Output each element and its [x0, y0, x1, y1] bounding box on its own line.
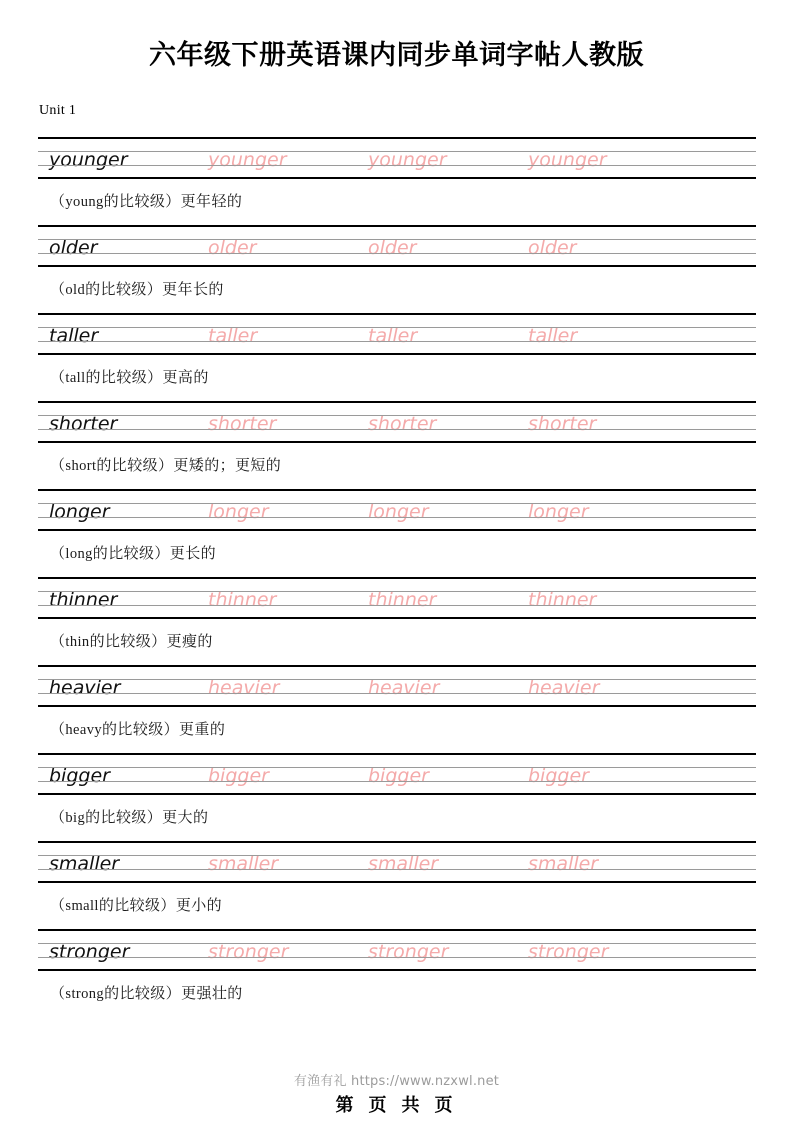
- word-model: younger: [49, 149, 128, 171]
- definition-chinese: 的比较级）更长的: [92, 546, 216, 562]
- word-entry: [38, 929, 756, 1017]
- handwriting-ruled-line: [38, 577, 756, 619]
- word-row: [38, 491, 756, 533]
- handwriting-ruled-line: [38, 665, 756, 707]
- page-title: 六年级下册英语课内同步单词字帖人教版: [149, 40, 644, 70]
- word-model: smaller: [49, 853, 120, 875]
- word-trace-copy: thinner: [368, 589, 437, 611]
- word-trace-copy: younger: [368, 149, 447, 171]
- word-trace-copy: younger: [528, 149, 607, 171]
- word-row: [38, 579, 756, 621]
- definition-open-paren: （: [50, 810, 66, 826]
- word-entry: [38, 665, 756, 753]
- word-trace-copy: longer: [208, 501, 269, 523]
- word-row: [38, 403, 756, 445]
- word-trace-copy: heavier: [208, 677, 280, 699]
- word-model: bigger: [49, 765, 110, 787]
- definition-open-paren: （: [50, 722, 66, 738]
- definition-base-word: short: [65, 458, 97, 474]
- word-trace-copy: stronger: [208, 941, 289, 963]
- word-trace-copy: taller: [208, 325, 258, 347]
- word-trace-copy: taller: [368, 325, 418, 347]
- word-trace-copy: heavier: [368, 677, 440, 699]
- definition-open-paren: （: [50, 370, 66, 386]
- word-definition: [38, 531, 756, 577]
- word-trace-copy: bigger: [208, 765, 269, 787]
- word-trace-copy: bigger: [368, 765, 429, 787]
- word-trace-copy: shorter: [528, 413, 597, 435]
- definition-open-paren: （: [50, 546, 66, 562]
- definition-chinese: 的比较级）更大的: [85, 810, 209, 826]
- handwriting-ruled-line: [38, 137, 756, 179]
- word-row: [38, 931, 756, 973]
- word-trace-copy: older: [208, 237, 257, 259]
- word-row: [38, 667, 756, 709]
- definition-chinese: 的比较级）更瘦的: [89, 634, 213, 650]
- definition-chinese: 的比较级）更矮的；更短的: [96, 458, 282, 474]
- definition-chinese: 的比较级）更强壮的: [104, 986, 243, 1002]
- word-trace-copy: smaller: [368, 853, 439, 875]
- word-definition: [38, 971, 756, 1017]
- definition-open-paren: （: [50, 282, 66, 298]
- word-trace-copy: shorter: [368, 413, 437, 435]
- word-row: [38, 139, 756, 181]
- unit-label: Unit 1: [39, 103, 77, 118]
- word-trace-copy: shorter: [208, 413, 277, 435]
- word-trace-copy: stronger: [528, 941, 609, 963]
- word-trace-copy: older: [368, 237, 417, 259]
- word-model: stronger: [49, 941, 130, 963]
- word-trace-copy: younger: [208, 149, 287, 171]
- definition-chinese: 的比较级）更年长的: [85, 282, 224, 298]
- word-definition: [38, 267, 756, 313]
- word-entry: [38, 841, 756, 929]
- word-trace-copy: longer: [528, 501, 589, 523]
- word-model: shorter: [49, 413, 118, 435]
- word-entry: [38, 225, 756, 313]
- definition-base-word: heavy: [65, 722, 103, 738]
- word-trace-copy: thinner: [208, 589, 277, 611]
- word-definition: [38, 619, 756, 665]
- definition-base-word: tall: [65, 370, 86, 386]
- word-trace-copy: longer: [368, 501, 429, 523]
- word-trace-copy: smaller: [208, 853, 279, 875]
- word-row: [38, 315, 756, 357]
- word-row: [38, 843, 756, 885]
- word-definition: [38, 883, 756, 929]
- word-entry: [38, 577, 756, 665]
- word-trace-copy: thinner: [528, 589, 597, 611]
- definition-open-paren: （: [50, 458, 66, 474]
- definition-base-word: young: [65, 194, 104, 210]
- handwriting-ruled-line: [38, 929, 756, 971]
- definition-base-word: thin: [65, 634, 90, 650]
- word-model: older: [49, 237, 98, 259]
- word-entry: [38, 753, 756, 841]
- definition-base-word: long: [65, 546, 93, 562]
- handwriting-ruled-line: [38, 841, 756, 883]
- definition-chinese: 的比较级）更重的: [102, 722, 226, 738]
- definition-base-word: strong: [65, 986, 105, 1002]
- word-entry: [38, 401, 756, 489]
- word-definition: [38, 355, 756, 401]
- page-number-footer: 第 页 共 页: [335, 1095, 458, 1115]
- word-row: [38, 227, 756, 269]
- word-definition: [38, 795, 756, 841]
- word-model: taller: [49, 325, 99, 347]
- word-trace-copy: bigger: [528, 765, 589, 787]
- definition-base-word: small: [65, 898, 99, 914]
- definition-open-paren: （: [50, 634, 66, 650]
- word-model: thinner: [49, 589, 118, 611]
- definition-chinese: 的比较级）更高的: [85, 370, 209, 386]
- word-trace-copy: heavier: [528, 677, 600, 699]
- definition-base-word: old: [65, 282, 86, 298]
- word-row: [38, 755, 756, 797]
- word-definition: [38, 707, 756, 753]
- word-entry: [38, 313, 756, 401]
- definition-chinese: 的比较级）更年轻的: [103, 194, 243, 210]
- word-trace-copy: smaller: [528, 853, 599, 875]
- handwriting-ruled-line: [38, 489, 756, 531]
- word-entry: [38, 489, 756, 577]
- definition-open-paren: （: [50, 986, 66, 1002]
- handwriting-ruled-line: [38, 401, 756, 443]
- word-model: longer: [49, 501, 110, 523]
- word-definition: [38, 443, 756, 489]
- word-definition: [38, 179, 756, 225]
- definition-open-paren: （: [50, 898, 66, 914]
- watermark-text: 有渔有礼 https://www.nzxwl.net: [293, 1074, 500, 1089]
- handwriting-ruled-line: [38, 753, 756, 795]
- word-trace-copy: older: [528, 237, 577, 259]
- handwriting-ruled-line: [38, 313, 756, 355]
- definition-base-word: big: [65, 810, 86, 826]
- word-trace-copy: stronger: [368, 941, 449, 963]
- word-practice-list: [38, 137, 756, 1017]
- definition-open-paren: （: [50, 194, 66, 210]
- handwriting-ruled-line: [38, 225, 756, 267]
- word-entry: [38, 137, 756, 225]
- word-trace-copy: taller: [528, 325, 578, 347]
- definition-chinese: 的比较级）更小的: [98, 898, 223, 914]
- word-model: heavier: [49, 677, 121, 699]
